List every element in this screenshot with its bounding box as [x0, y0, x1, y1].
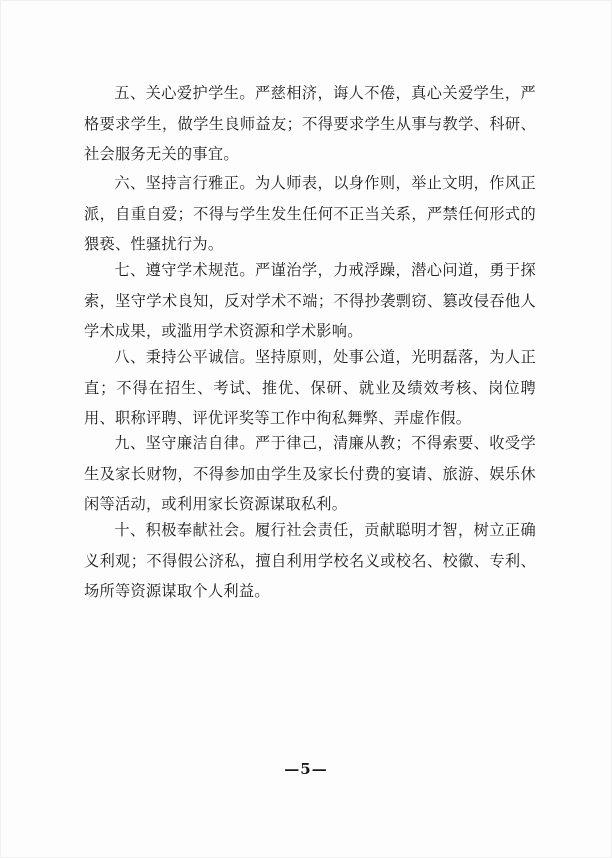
paragraph-serve-society: 十、积极奉献社会。履行社会责任，贡献聪明才智，树立正确义利观；不得假公济私，擅自利用学校名义或校名、校徽、专利、场所等资源谋取个人利益。: [84, 521, 536, 600]
paragraph-fairness-integrity: 八、秉持公平诚信。坚持原则，处事公道，光明磊落，为人正直；不得在招生、考试、推优、保研、就业及绩效考核、岗位聘用、职称评聘、评优评奖等工作中徇私舞弊、弄虚作假。: [84, 348, 536, 427]
page-number: —5—: [284, 760, 328, 778]
paragraph-proper-conduct: 六、坚持言行雅正。为人师表，以身作则，举止文明，作风正派，自重自爱；不得与学生发生任何不正当关系，严禁任何形式的猥亵、性骚扰行为。: [84, 174, 536, 253]
paragraph-academic-norms: 七、遵守学术规范。严谨治学，力戒浮躁，潜心问道，勇于探索，坚守学术良知，反对学术不端；不得抄袭剽窃、篡改侵吞他人学术成果，或滥用学术资源和学术影响。: [84, 261, 536, 340]
paragraph-honesty-self-discipline: 九、坚守廉洁自律。严于律己，清廉从教；不得索要、收受学生及家长财物，不得参加由学生及家长付费的宴请、旅游、娱乐休闲等活动，或利用家长资源谋取私利。: [84, 434, 536, 513]
paragraph-care-for-students: 五、关心爱护学生。严慈相济，诲人不倦，真心关爱学生，严格要求学生，做学生良师益友；不得要求学生从事与教学、科研、社会服务无关的事宜。: [84, 84, 536, 163]
